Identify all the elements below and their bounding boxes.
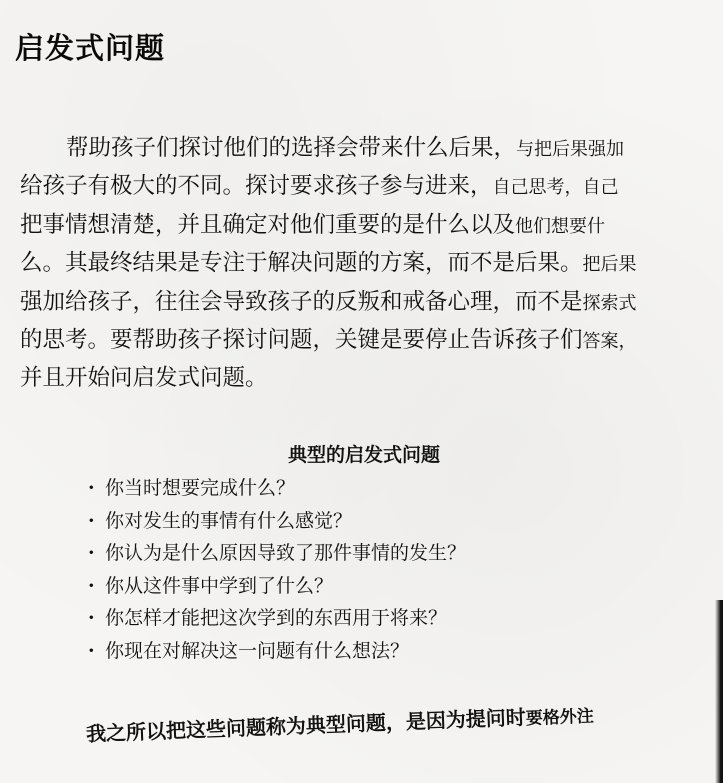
paragraph-line bbox=[20, 360, 720, 396]
bullet-icon: · bbox=[88, 509, 95, 532]
line-text-curved: 答案， bbox=[582, 331, 637, 353]
bullet-icon: · bbox=[88, 607, 95, 629]
bullet-icon: · bbox=[88, 639, 95, 662]
question-text: 你现在对解决这一问题有什么想法？ bbox=[105, 639, 410, 662]
question-text: 你认为是什么原因导致了那件事情的发生？ bbox=[105, 542, 467, 564]
closing-text-curved: 要格外注 bbox=[525, 706, 595, 730]
bullet-icon: · bbox=[88, 477, 95, 499]
list-heading: 典型的启发式问题 bbox=[288, 444, 441, 466]
line-text-curved: 自己思考，自己 bbox=[492, 177, 619, 199]
bullet-icon: · bbox=[88, 542, 95, 564]
list-item bbox=[88, 537, 466, 570]
list-item bbox=[88, 472, 466, 505]
closing-paragraph bbox=[85, 699, 594, 747]
question-text: 你当时想要完成什么？ bbox=[105, 477, 296, 499]
list-item bbox=[88, 570, 466, 603]
line-text-curved: 与把后果强加 bbox=[516, 139, 625, 160]
paragraph-line bbox=[20, 130, 720, 168]
paragraph-line bbox=[20, 284, 720, 322]
list-item bbox=[88, 602, 466, 635]
section-heading: 启发式问题 bbox=[15, 31, 166, 65]
line-text: 给孩子有极大的不同。探讨要求孩子参与进来， bbox=[20, 173, 493, 200]
paragraph-line bbox=[20, 322, 720, 360]
line-text-curved: 他们想要什 bbox=[515, 215, 606, 237]
line-text-curved: 探索式 bbox=[582, 292, 637, 314]
closing-text: 我之所以把这些问题称为典型问题，是因为提问时 bbox=[85, 705, 527, 746]
line-text: 并且开始问启发式问题。 bbox=[20, 365, 268, 392]
question-text: 你对发生的事情有什么感觉？ bbox=[105, 509, 353, 532]
question-text: 你从这件事中学到了什么？ bbox=[105, 574, 334, 597]
line-text-curved: 把后果 bbox=[582, 254, 637, 276]
line-text: 的思考。要帮助孩子探讨问题，关键是要停止告诉孩子们 bbox=[20, 327, 583, 354]
list-item bbox=[88, 505, 466, 538]
question-text: 你怎样才能把这次学到的东西用于将来？ bbox=[105, 607, 448, 629]
line-text: 帮助孩子们探讨他们的选择会带来什么后果， bbox=[66, 135, 517, 161]
line-text: 强加给孩子，往往会导致孩子的反叛和戒备心理，而不是 bbox=[20, 288, 583, 315]
line-text: 么。其最终结果是专注于解决问题的方案，而不是后果。 bbox=[20, 250, 583, 277]
paragraph-line bbox=[20, 168, 720, 206]
line-text: 把事情想清楚，并且确定对他们重要的是什么以及 bbox=[20, 211, 516, 238]
list-item bbox=[88, 635, 466, 668]
question-list bbox=[88, 472, 466, 667]
bullet-icon: · bbox=[88, 574, 95, 597]
paragraph-line bbox=[20, 207, 720, 245]
intro-paragraph bbox=[20, 130, 720, 397]
page-edge-shadow bbox=[715, 600, 723, 783]
paragraph-line bbox=[20, 245, 720, 283]
